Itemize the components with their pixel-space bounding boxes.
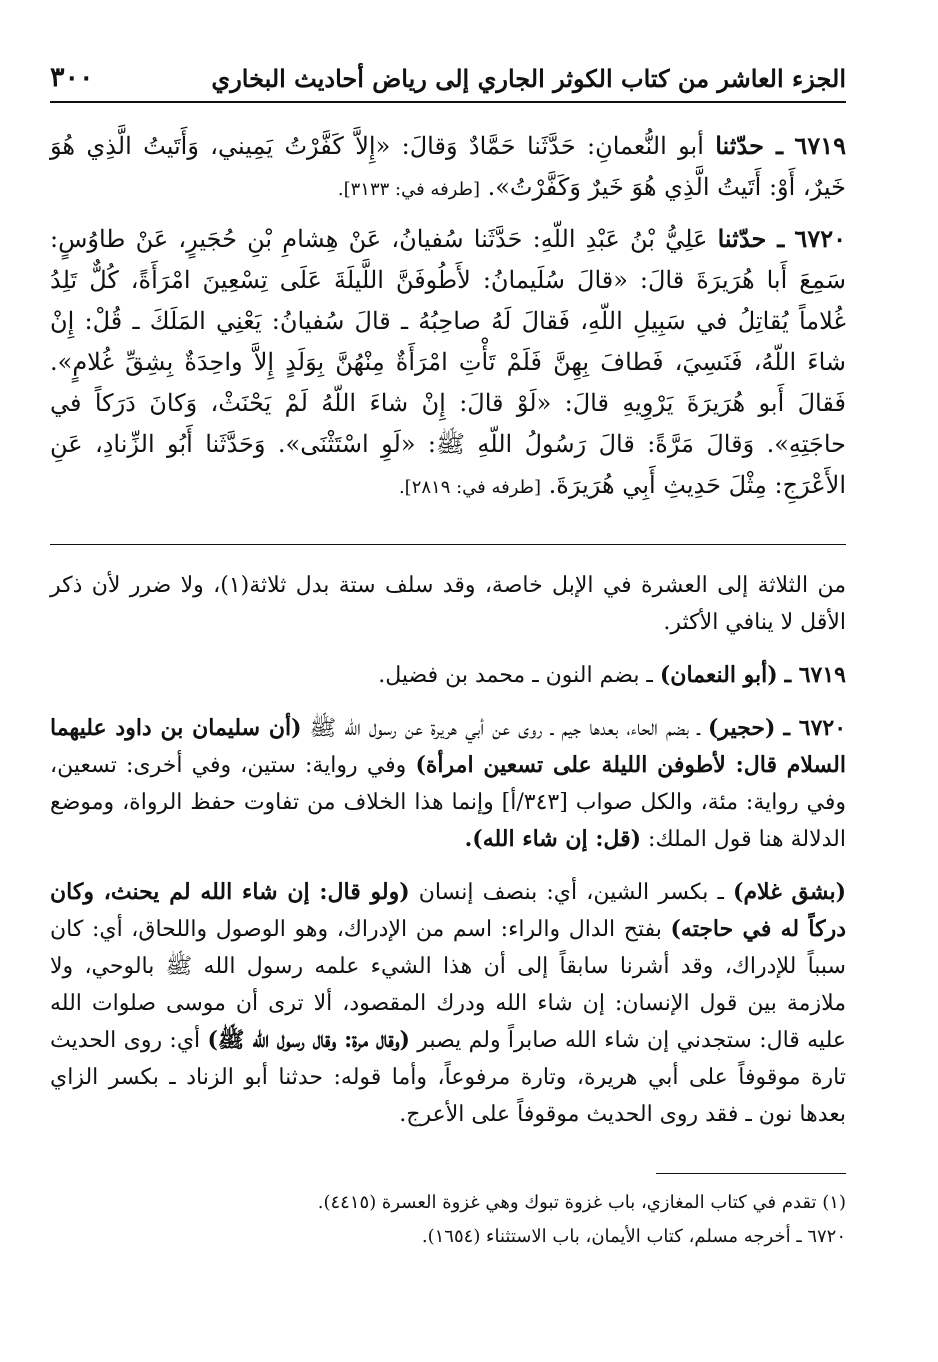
commentary-text: ـ بضم الحاء، بعدها جيم ـ روى عن أبي هريرة عن رسول الله ﷺ <box>309 716 700 741</box>
commentary-quote: (أن سليمان بن داود عليهما السلام قال: لأطوفن الليلة على تسعين امرأة) <box>50 715 846 778</box>
commentary-text: ـ بضم النون ـ محمد بن فضيل. <box>378 663 653 688</box>
commentary-quote: (وقال مرة: وقال رسول الله ﷺ) <box>207 1027 410 1053</box>
commentary-number: ٦٧٢٠ ـ <box>783 715 847 741</box>
commentary-number: ٦٧١٩ ـ <box>784 662 846 688</box>
page-header <box>50 62 846 103</box>
commentary-quote: (قل: إن شاء الله). <box>464 826 642 852</box>
commentary-term: (حجير) <box>707 715 776 741</box>
commentary-term: (بشق غلام) <box>733 879 846 905</box>
running-title: الجزء العاشر من كتاب الكوثر الجاري إلى رياض أحاديث البخاري <box>211 64 846 93</box>
text-commentary-divider <box>50 544 846 545</box>
hadith-6719: ٦٧١٩ ـ حدّثنا أبو النُّعمانِ: حَدَّثَنا حَمَّادٌ وَقالَ: «إِلاَّ كَفَّرْتُ يَمِيني، وَأَتَيتُ الَّذِي هُوَ خَيرٌ، أَوْ: أَتَيتُ الَّذِي هُوَ خَيرٌ وَكَفَّرْتُ». [طرفه في: ٣١٣٣]. <box>50 131 846 201</box>
hadith-reference: [طرفه في: ٣١٣٣]. <box>337 179 480 200</box>
footnote-divider <box>656 1173 846 1174</box>
hadith-text: أبو النُّعمانِ: حَدَّثَنا حَمَّادٌ وَقالَ: «إِلاَّ كَفَّرْتُ يَمِيني، وَأَتَيتُ الَّذِي هُوَ خَيرٌ، أَوْ: أَتَيتُ الَّذِي هُوَ خَيرٌ وَكَفَّرْتُ». <box>50 132 846 201</box>
commentary-paragraph-3 <box>50 874 846 1133</box>
commentary-term: (أبو النعمان) <box>659 662 778 688</box>
footnote-1: (١) تقدم في كتاب المغازي، باب غزوة تبوك وهي غزوة العسرة (٤٤١٥). <box>317 1192 846 1213</box>
commentary-quote: (ولو قال: إن شاء الله لم يحنث، وكان دركاً له في حاجته) <box>50 879 846 942</box>
commentary-text: أي: روى الحديث تارة موقوفاً على أبي هريرة، وتارة مرفوعاً، وأما قوله: حدثنا أبو الزناد ـ بكسر الزاي بعدها نون ـ فقد روى الحديث موقوفاً على الأعرج. <box>50 1028 846 1127</box>
hadith-opening: حدّثنا <box>715 131 764 160</box>
commentary-6720 <box>50 710 846 858</box>
commentary-text: ـ بكسر الشين، أي: بنصف إنسان <box>418 880 724 905</box>
footnote-2: ٦٧٢٠ ـ أخرجه مسلم، كتاب الأيمان، باب الاستثناء (١٦٥٤). <box>421 1226 846 1247</box>
hadith-number: ٦٧٢٠ <box>794 224 846 253</box>
commentary-text: وفي رواية: ستين، وفي أخرى: تسعين، وفي رواية: مئة، والكل صواب [٣٤٣/أ] وإنما هذا الخلاف من تفاوت حفظ الرواة، وموضع الدلالة هنا قول الملك: <box>50 753 846 852</box>
commentary-intro: من الثلاثة إلى العشرة في الإبل خاصة، وقد سلف ستة بدل ثلاثة(١)، ولا ضرر لأن ذكر الأقل لا ينافي الأكثر. <box>50 573 846 635</box>
commentary-text: بفتح الدال والراء: اسم من الإدراك، وهو الوصول واللحاق، أي: كان سبباً للإدراك، وقد أشرنا سابقاً إلى أن هذا الشيء علمه رسول الله ﷺ بالوحي، ولا ملازمة بين قول الإنسان: إن شاء الله ودرك المقصود، ألا ترى أن موسى صلوات الله عليه قال: ستجدني إن شاء الله صابراً ولم يصبر <box>50 917 846 1053</box>
page-number: ٣٠٠ <box>50 62 94 93</box>
commentary-6719 <box>50 657 846 694</box>
hadith-opening: حدّثنا <box>717 224 767 253</box>
hadith-text: عَلِيُّ بْنُ عَبْدِ اللّهِ: حَدَّثَنا سُفيانُ، عَنْ هِشامِ بْنِ حُجَيرٍ، عَنْ طاوُسٍ: سَمِعَ أَبا هُرَيرَةَ قالَ: «قالَ سُلَيمانُ: لأَطُوفَنَّ اللَّيلَةَ عَلَى تِسْعِينَ امْرَأَةً، كُلٌّ تَلِدُ غُلاماً يُقاتِلُ في سَبِيلِ اللّهِ، فَقالَ لَهُ صاحِبُهُ ـ قالَ سُفيانُ: يَعْنِي المَلَكَ ـ قُلْ: إِنْ شاءَ اللّهُ، فَنَسِيَ، فَطافَ بِهِنَّ فَلَمْ تَأْتِ امْرَأَةٌ مِنْهُنَّ بِوَلَدٍ إِلاَّ واحِدَةٌ بِشِقِّ غُلامٍ». فَقالَ أَبو هُرَيرَةَ يَرْوِيهِ قالَ: «لَوْ قالَ: إِنْ شاءَ اللّهُ لَمْ يَحْنَثْ، وَكانَ دَرَكاً في حاجَتِهِ». وَقالَ مَرَّةً: قالَ رَسُولُ اللّهِ ﷺ: «لَوِ اسْتَثْنَى». وَحَدَّثَنا أَبُو الزِّنادِ، عَنِ الأَعْرَجِ: مِثْلَ حَدِيثِ أَبِي هُرَيرَةَ. <box>50 225 846 499</box>
hadith-6720: ٦٧٢٠ ـ حدّثنا عَلِيُّ بْنُ عَبْدِ اللّهِ: حَدَّثَنا سُفيانُ، عَنْ هِشامِ بْنِ حُجَيرٍ، عَنْ طاوُسٍ: سَمِعَ أَبا هُرَيرَةَ قالَ: «قالَ سُلَيمانُ: لأَطُوفَنَّ اللَّيلَةَ عَلَى تِسْعِينَ امْرَأَةً، كُلٌّ تَلِدُ غُلاماً يُقاتِلُ في سَبِيلِ اللّهِ، فَقالَ لَهُ صاحِبُهُ ـ قالَ سُفيانُ: يَعْنِي المَلَكَ ـ قُلْ: إِنْ شاءَ اللّهُ، فَنَسِيَ، فَطافَ بِهِنَّ فَلَمْ تَأْتِ امْرَأَةٌ مِنْهُنَّ بِوَلَدٍ إِلاَّ واحِدَةٌ بِشِقِّ غُلامٍ». فَقالَ أَبو هُرَيرَةَ يَرْوِيهِ قالَ: «لَوْ قالَ: إِنْ شاءَ اللّهُ لَمْ يَحْنَثْ، وَكانَ دَرَكاً في حاجَتِهِ». وَقالَ مَرَّةً: قالَ رَسُولُ اللّهِ ﷺ: «لَوِ اسْتَثْنَى». وَحَدَّثَنا أَبُو الزِّنادِ، عَنِ الأَعْرَجِ: مِثْلَ حَدِيثِ أَبِي هُرَيرَةَ. [طرفه في: ٢٨١٩]. <box>50 224 846 499</box>
hadith-reference: [طرفه في: ٢٨١٩]. <box>398 477 542 498</box>
hadith-number: ٦٧١٩ <box>794 131 846 160</box>
